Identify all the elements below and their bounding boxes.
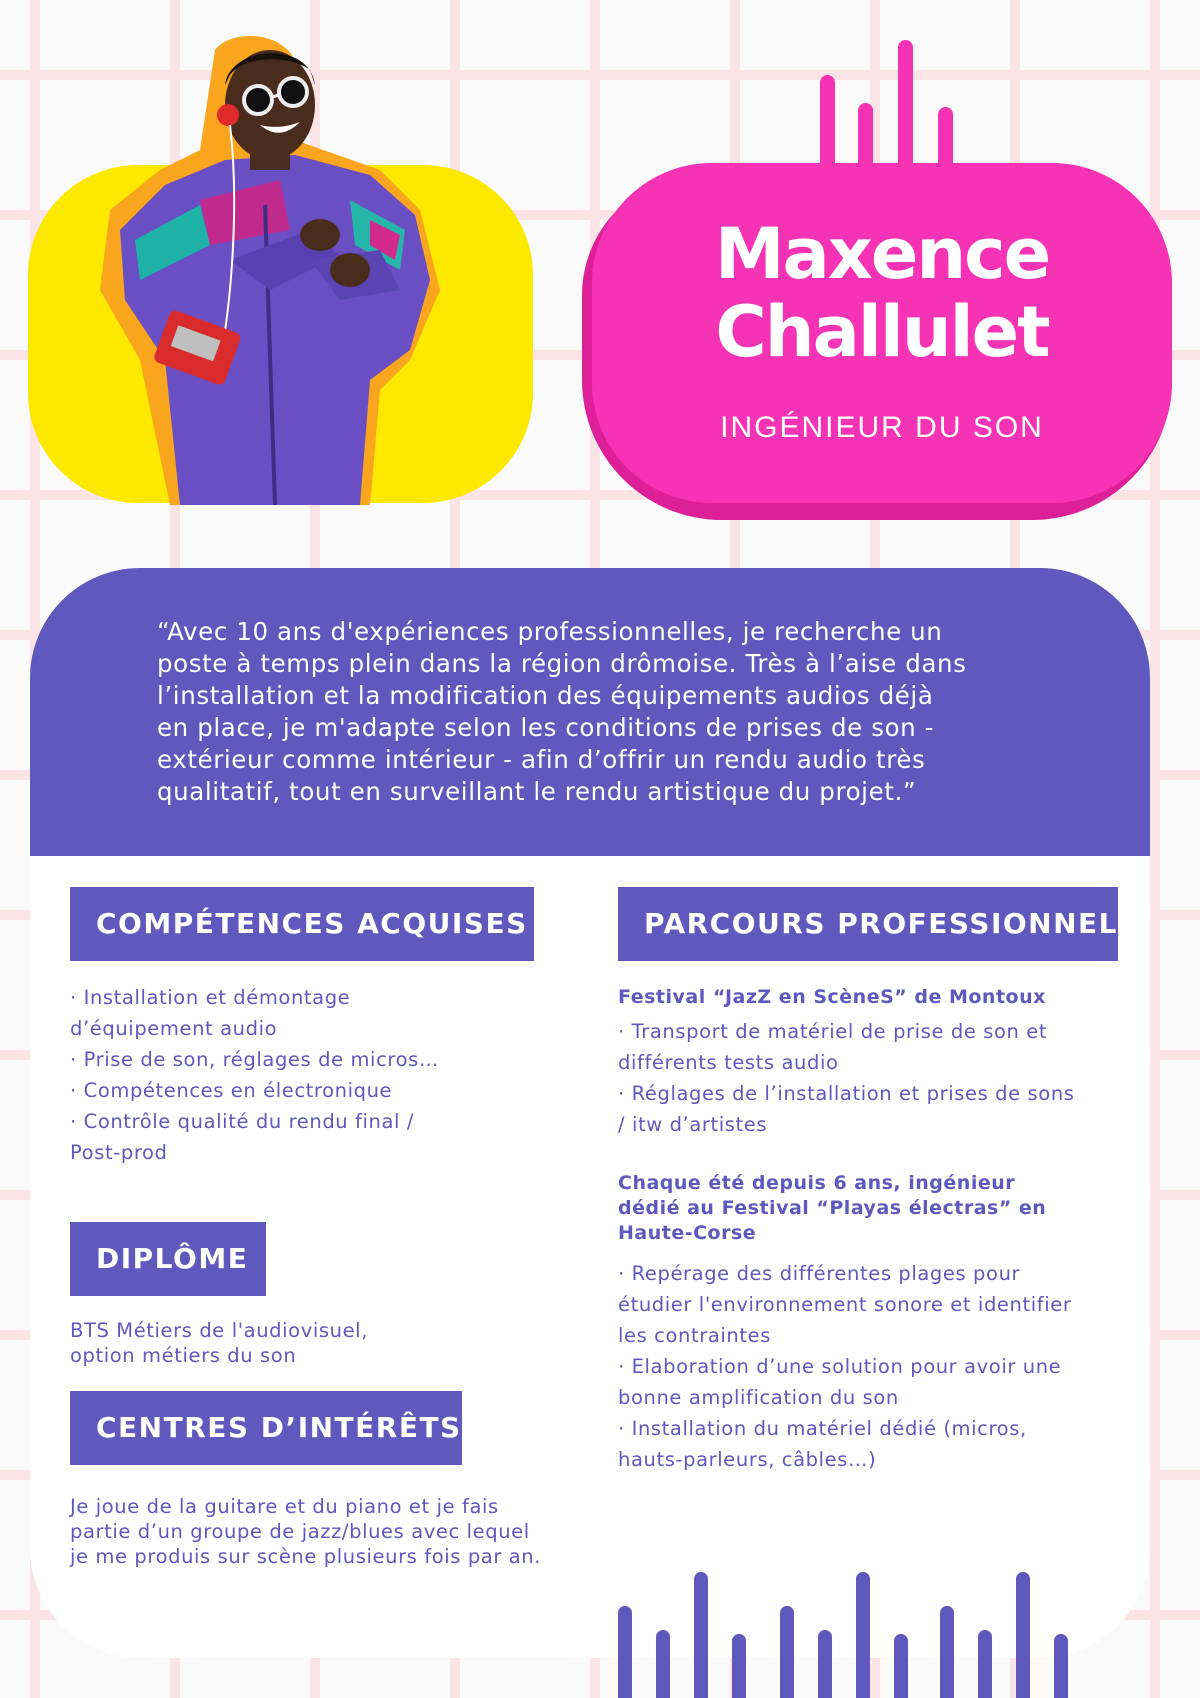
diploma-line: BTS Métiers de l'audiovisuel,: [70, 1319, 368, 1342]
eq-bar: [820, 75, 835, 175]
job2-details: [618, 1258, 1118, 1475]
job1-line: / itw d’artistes: [618, 1113, 768, 1136]
intro-line: qualitatif, tout en surveillant le rendu artistique du projet.”: [157, 777, 917, 806]
eq-bar: [694, 1572, 708, 1698]
skill-line: Post-prod: [70, 1141, 168, 1164]
career-header: PARCOURS PROFESSIONNEL: [618, 887, 1118, 961]
diploma-line: option métiers du son: [70, 1344, 297, 1367]
job1-details: [618, 1016, 1118, 1140]
skill-line: · Compétences en électronique: [70, 1079, 393, 1102]
job2-line: · Repérage des différentes plages pour: [618, 1262, 1021, 1285]
eq-bar: [818, 1630, 832, 1698]
diploma-header: DIPLÔME: [70, 1222, 266, 1296]
eq-bar: [856, 1572, 870, 1698]
interests-header: CENTRES D’INTÉRÊTS: [70, 1391, 462, 1465]
job2-line: hauts-parleurs, câbles…): [618, 1448, 877, 1471]
job2-title-line: dédié au Festival “Playas électras” en: [618, 1197, 1047, 1219]
eq-bar: [732, 1634, 746, 1698]
job1-line: différents tests audio: [618, 1051, 839, 1074]
eq-bar: [618, 1606, 632, 1698]
intro-line: extérieur comme intérieur - afin d’offrir un rendu audio très: [157, 745, 926, 774]
diploma-text: [70, 1318, 540, 1368]
intro-line: “Avec 10 ans d'expériences professionnelles, je recherche un: [157, 617, 943, 646]
interests-line: je me produis sur scène plusieurs fois par an.: [70, 1545, 542, 1568]
job1-title: Festival “JazZ en ScèneS” de Montoux: [618, 986, 1046, 1008]
eq-bar: [894, 1634, 908, 1698]
interests-line: partie d’un groupe de jazz/blues avec lequel: [70, 1520, 530, 1543]
profile-photo: [80, 30, 480, 505]
eq-bar: [780, 1606, 794, 1698]
skills-header: COMPÉTENCES ACQUISES: [70, 887, 534, 961]
interests-text: [70, 1494, 550, 1569]
job2-title: [618, 1171, 1118, 1246]
job2-line: · Installation du matériel dédié (micros,: [618, 1417, 1027, 1440]
name-line-first: Maxence: [714, 213, 1050, 295]
job2-line: · Elaboration d’une solution pour avoir une: [618, 1355, 1062, 1378]
interests-line: Je joue de la guitare et du piano et je fais: [70, 1495, 499, 1518]
job1-line: · Réglages de l’installation et prises de sons: [618, 1082, 1075, 1105]
eq-bar: [940, 1606, 954, 1698]
eq-bar: [1054, 1634, 1068, 1698]
intro-line: en place, je m'adapte selon les conditions de prises de son -: [157, 713, 935, 742]
eq-bar: [898, 40, 913, 175]
eq-bar: [656, 1630, 670, 1698]
skill-line: d’équipement audio: [70, 1017, 278, 1040]
main-content-card: [30, 568, 1150, 1658]
job2-line: bonne amplification du son: [618, 1386, 899, 1409]
intro-quote: [157, 616, 1057, 808]
skill-line: · Installation et démontage: [70, 986, 351, 1009]
job2-title-line: Haute-Corse: [618, 1222, 757, 1244]
job2-title-line: Chaque été depuis 6 ans, ingénieur: [618, 1172, 1016, 1194]
skill-line: · Prise de son, réglages de micros…: [70, 1048, 439, 1071]
eq-bar: [978, 1630, 992, 1698]
job-title: INGÉNIEUR DU SON: [720, 411, 1044, 444]
skills-list: [70, 982, 540, 1168]
job2-line: étudier l'environnement sonore et identifier: [618, 1293, 1072, 1316]
intro-line: poste à temps plein dans la région drômoise. Très à l’aise dans: [157, 649, 967, 678]
job2-line: les contraintes: [618, 1324, 771, 1347]
candidate-name: [592, 215, 1172, 371]
name-line-last: Challulet: [715, 291, 1049, 373]
name-card: [592, 163, 1172, 503]
skill-line: · Contrôle qualité du rendu final /: [70, 1110, 415, 1133]
intro-line: l’installation et la modification des équipements audios déjà: [157, 681, 934, 710]
job1-line: · Transport de matériel de prise de son et: [618, 1020, 1048, 1043]
intro-band: [30, 568, 1150, 856]
eq-bar: [1016, 1572, 1030, 1698]
